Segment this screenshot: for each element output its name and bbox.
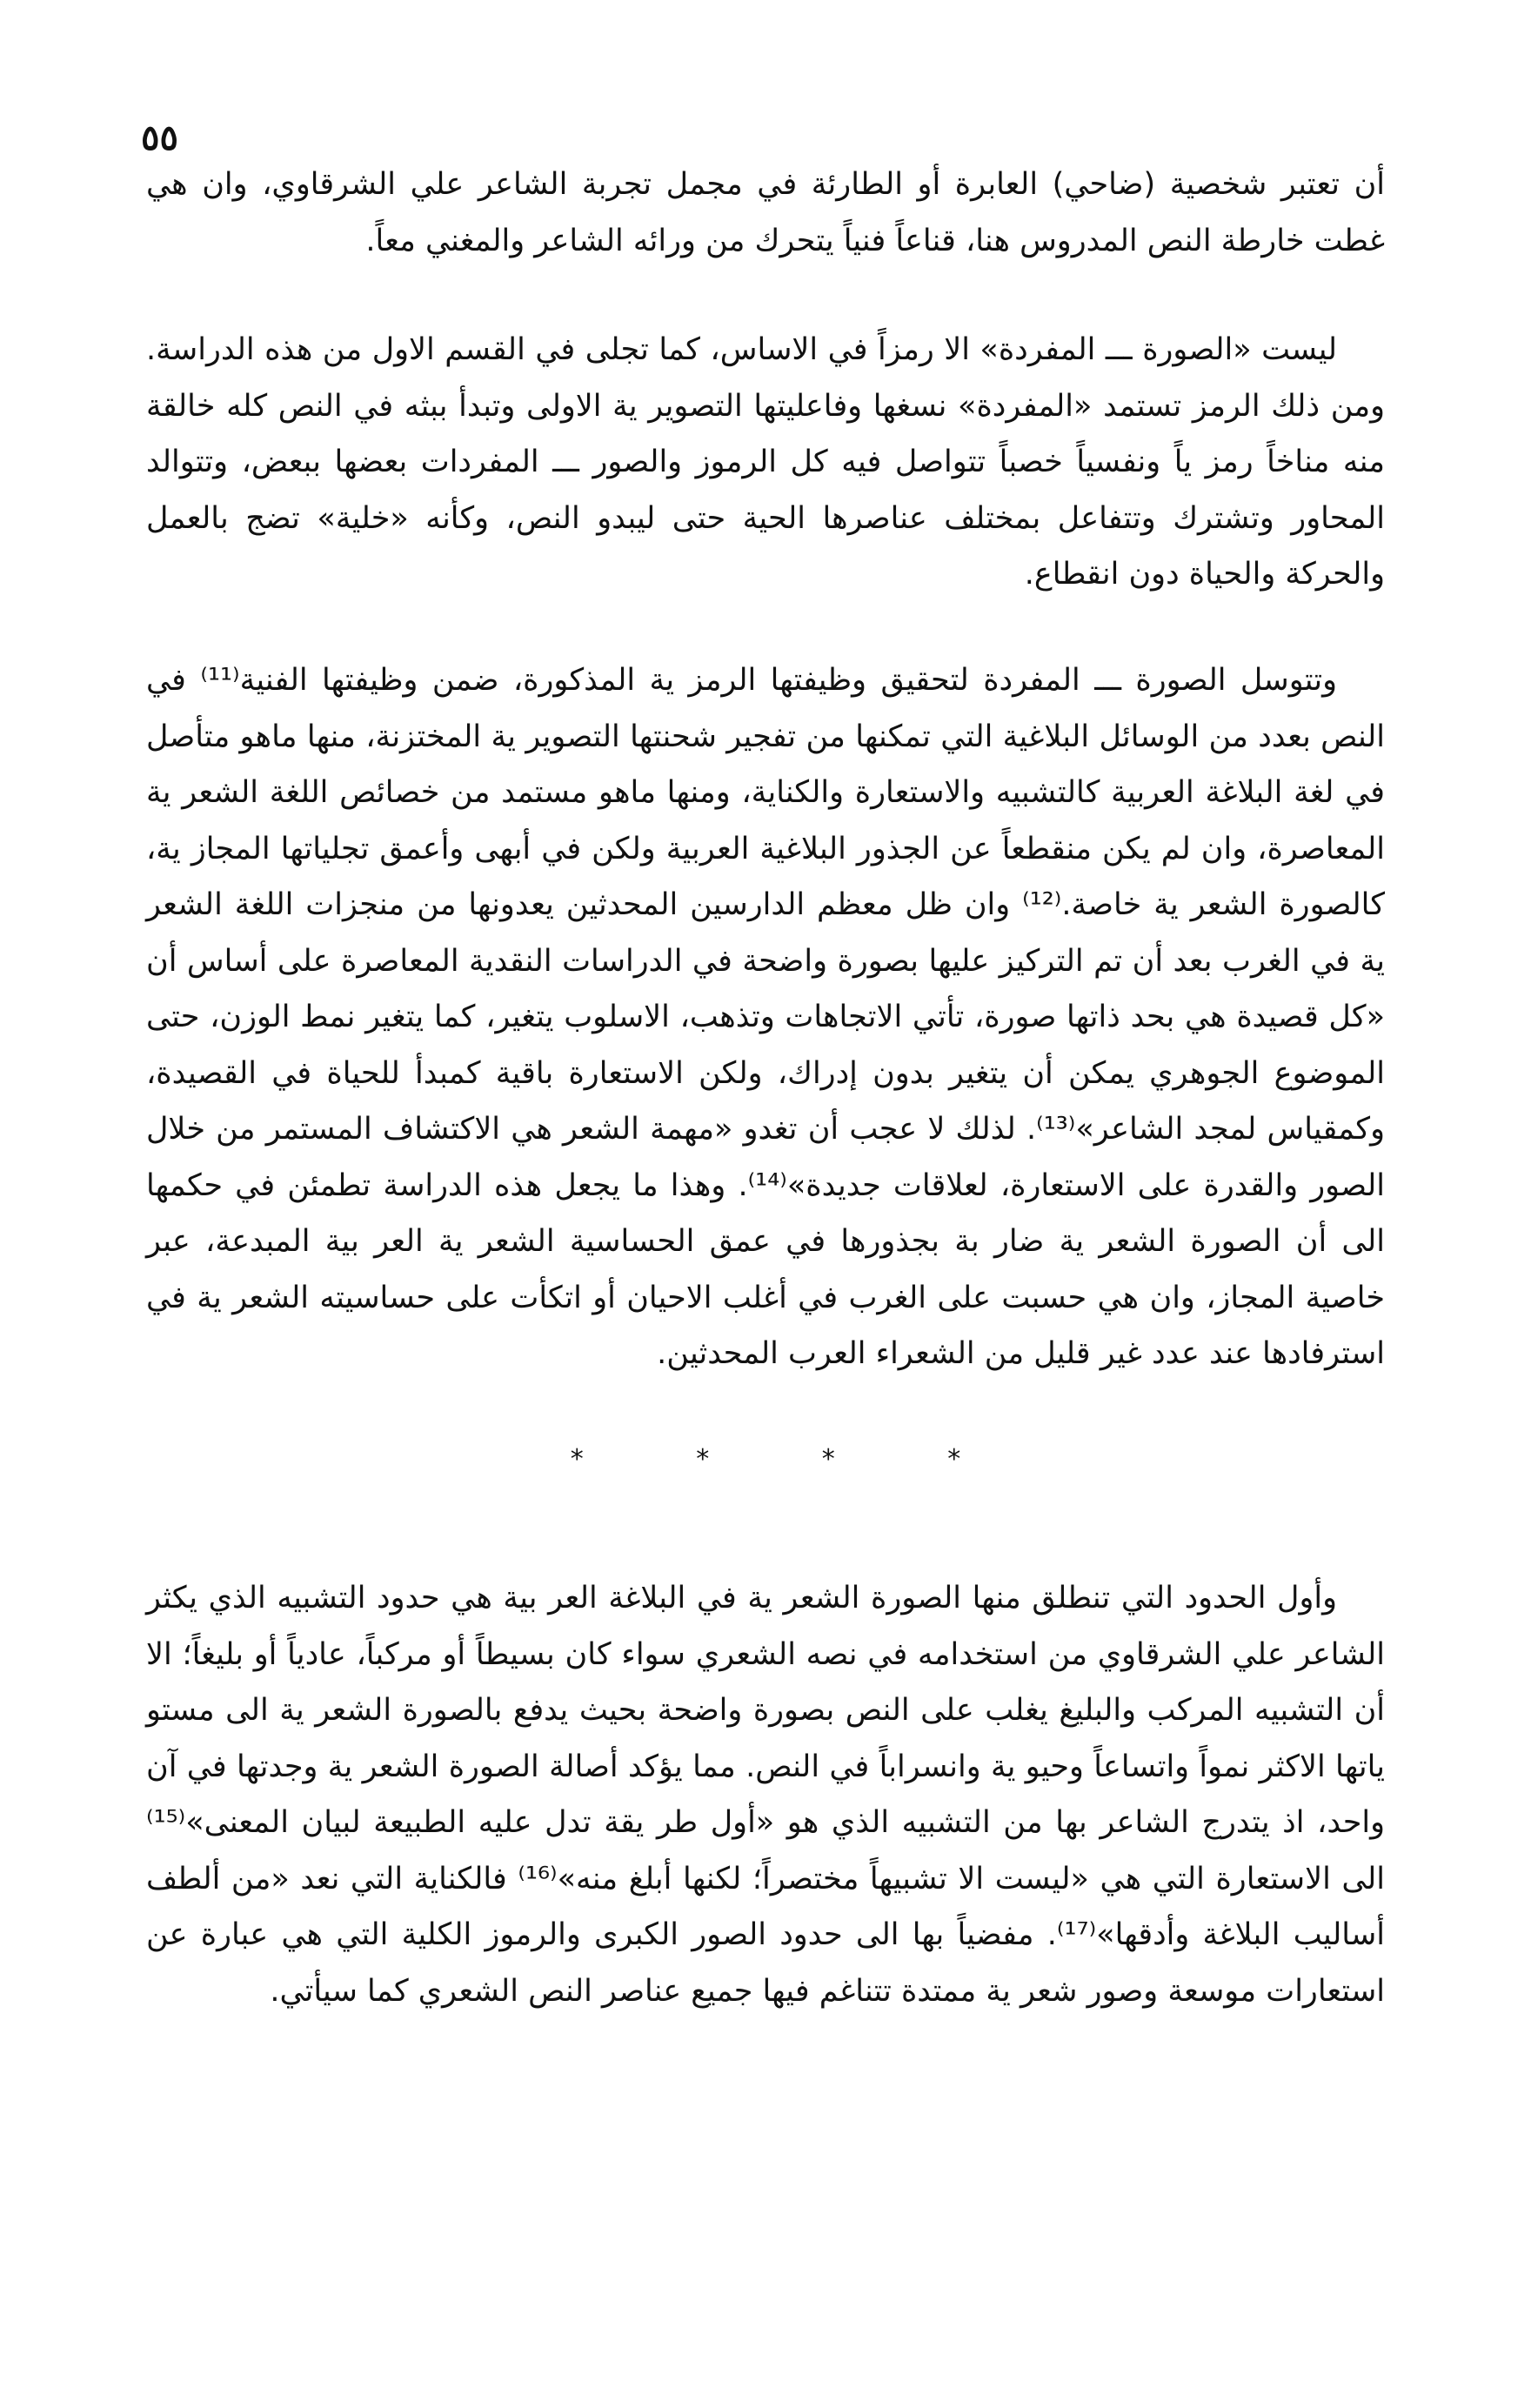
paragraph-1 [146,157,1385,269]
paragraph-3 [146,652,1385,1382]
paragraph-text: وأول الحدود التي تنطلق منها الصورة الشعر ية في البلاغة العر بية هي حدود التشبيه الذي يكثر الشاعر علي الشرقاوي من استخدامه في نصه الشعري سواء كان بسيطاً أو مركباً، عادياً أو بليغاً؛ الا أن التشبيه المركب والبليغ يغلب على النص بصورة واضحة بحيث يدفع بالصورة الشعر ية الى مستو ياتها الاكثر نمواً واتساعاً وحيو ية وانسراباً في النص. مما يؤكد أصالة الصورة الشعر ية وجدتها في آن واحد، اذ يتدرج الشاعر بها من التشبيه الذي هو «أول طر يقة تدل عليه الطبيعة لبيان المعنى»⁽¹⁵⁾ الى الاستعارة التي هي «ليست الا تشبيهاً مختصراً؛ لكنها أبلغ منه»⁽¹⁶⁾ فالكناية التي نعد «من ألطف أساليب البلاغة وأدقها»⁽¹⁷⁾. مفضياً بها الى حدود الصور الكبرى والرموز الكلية التي هي عبارة عن استعارات موسعة وصور شعر ية ممتدة تتناغم فيها جميع عناصر النص الشعري كما سيأتي. [146,1581,1385,2009]
paragraph-text: ليست «الصورة ـــ المفردة» الا رمزاً في الاساس، كما تجلى في القسم الاول من هذه الدراسة. ومن ذلك الرمز تستمد «المفردة» نسغها وفاعليتها التصوير ية الاولى وتبدأ ببثه في النص كله خالقة منه مناخاً رمز ياً ونفسياً خصباً تتواصل فيه كل الرموز والصور ـــ المفردات بعضها ببعض، وتتوالد المحاور وتشترك وتتفاعل بمختلف عناصرها الحية حتى ليبدو النص، وكأنه «خلية» تضج بالعمل والحركة والحياة دون انقطاع. [146,332,1385,592]
paragraph-text: أن تعتبر شخصية (ضاحي) العابرة أو الطارئة في مجمل تجربة الشاعر علي الشرقاوي، وان هي غطت خارطة النص المدروس هنا، قناعاً فنياً يتحرك من ورائه الشاعر والمغني معاً. [146,167,1385,258]
paragraph-2 [146,322,1385,603]
paragraph-text: وتتوسل الصورة ـــ المفردة لتحقيق وظيفتها الرمز ية المذكورة، ضمن وظيفتها الفنية⁽¹¹⁾ في النص بعدد من الوسائل البلاغية التي تمكنها من تفجير شحنتها التصوير ية المختزنة، منها ماهو متأصل في لغة البلاغة العربية كالتشبيه والاستعارة والكناية، ومنها ماهو مستمد من خصائص اللغة الشعر ية المعاصرة، وان لم يكن منقطعاً عن الجذور البلاغية العربية ولكن في أبهى وأعمق تجلياتها المجاز ية، كالصورة الشعر ية خاصة.⁽¹²⁾ وان ظل معظم الدارسين المحدثين يعدونها من منجزات اللغة الشعر ية في الغرب بعد أن تم التركيز عليها بصورة واضحة في الدراسات النقدية المعاصرة على أساس أن «كل قصيدة هي بحد ذاتها صورة، تأتي الاتجاهات وتذهب، الاسلوب يتغير، كما يتغير نمط الوزن، حتى الموضوع الجوهري يمكن أن يتغير بدون إدراك، ولكن الاستعارة باقية كمبدأ للحياة في القصيدة، وكمقياس لمجد الشاعر»⁽¹³⁾. لذلك لا عجب أن تغدو «مهمة الشعر هي الاكتشاف المستمر من خلال الصور والقدرة على الاستعارة، لعلاقات جديدة»⁽¹⁴⁾. وهذا ما يجعل هذه الدراسة تطمئن في حكمها الى أن الصورة الشعر ية ضار بة بجذورها في عمق الحساسية الشعر ية العر بية المبدعة، عبر خاصية المجاز، وان هي حسبت على الغرب في أغلب الاحيان أو اتكأت على حساسيته الشعر ية في استرفادها عند عدد غير قليل من الشعراء العرب المحدثين. [146,663,1385,1371]
page-number: ٥٥ [141,117,178,158]
section-separator: * * * * [570,1444,1013,1475]
paragraph-4 [146,1570,1385,2019]
